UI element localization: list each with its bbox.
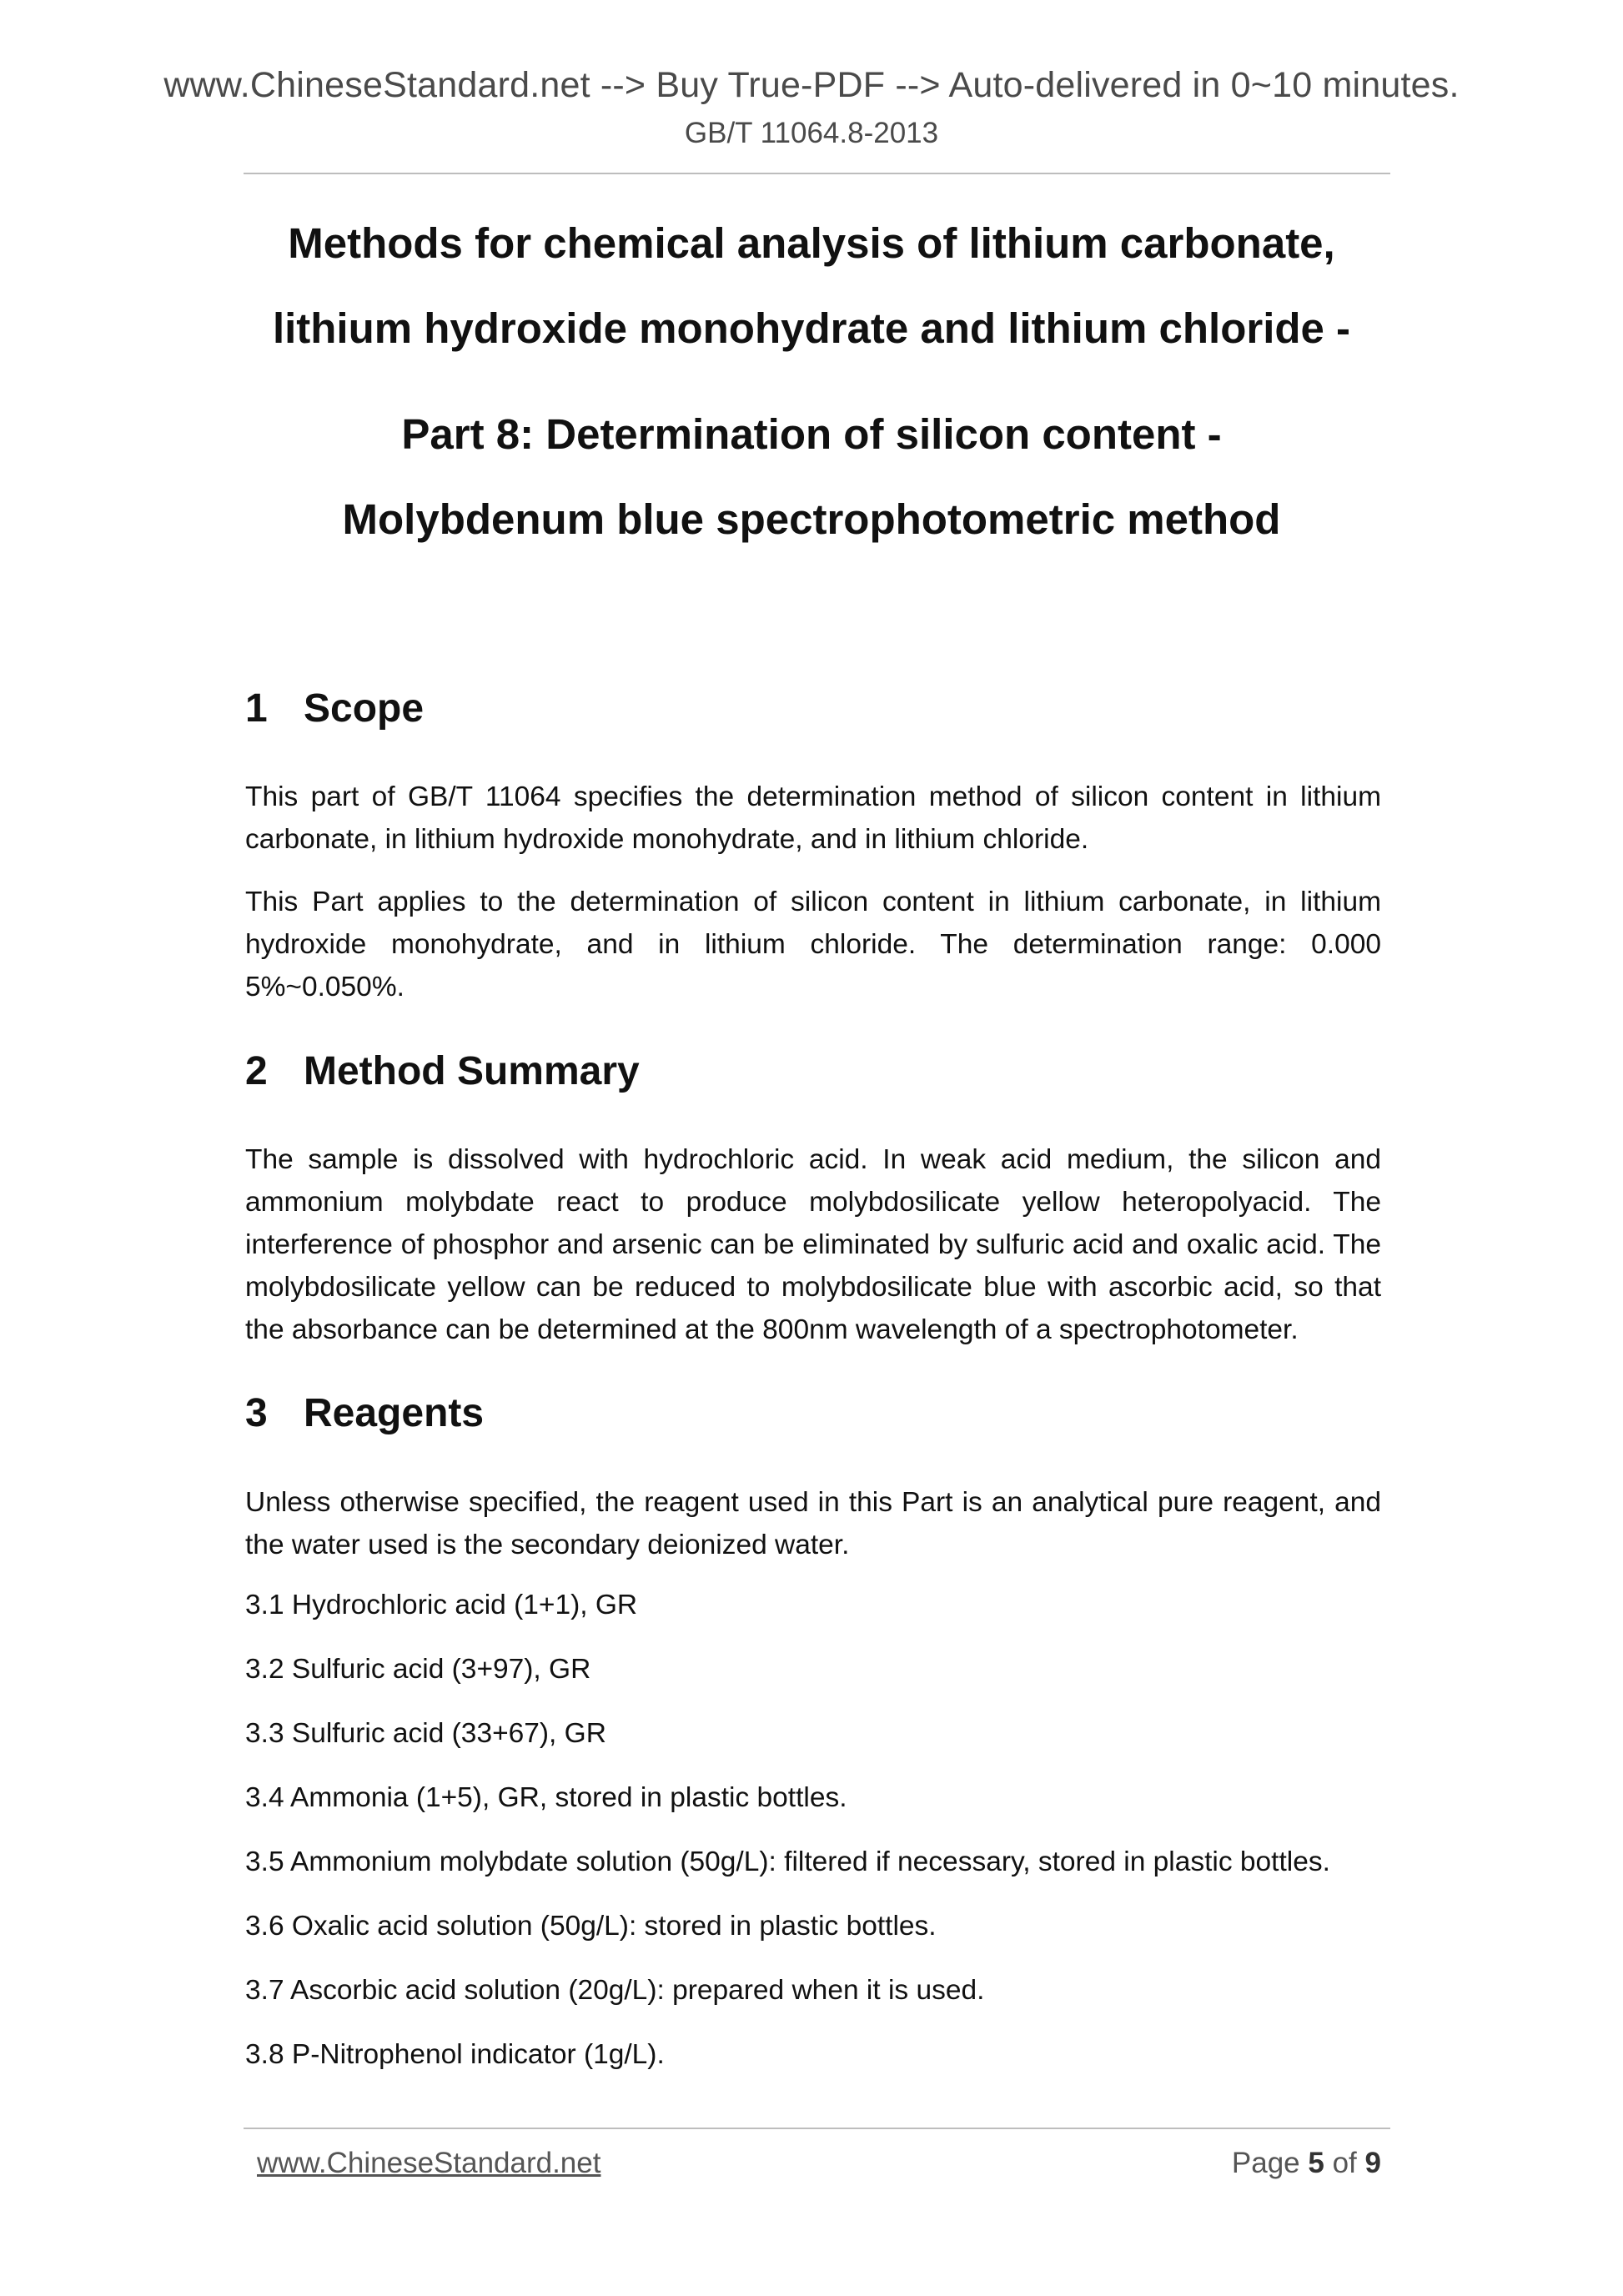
reagent-item: 3.2 Sulfuric acid (3+97), GR <box>245 1654 591 1685</box>
scope-paragraph-1: This part of GB/T 11064 specifies the determination method of silicon content in lithium carbonate, in lithium hydroxide monohydrate, and in lithium chloride. <box>245 781 1381 855</box>
title-line-1: Methods for chemical analysis of lithium carbonate, <box>288 219 1335 267</box>
section-number: 2 <box>245 1049 268 1093</box>
footer-divider <box>244 2128 1390 2129</box>
page-total: 9 <box>1364 2147 1381 2179</box>
title-line-4: Molybdenum blue spectrophotometric method <box>342 495 1281 543</box>
section-title: Scope <box>304 686 425 731</box>
footer-website-link[interactable]: www.ChineseStandard.net <box>257 2147 601 2179</box>
section-heading-reagents <box>245 1390 484 1436</box>
reagent-item: 3.4 Ammonia (1+5), GR, stored in plastic bottles. <box>245 1782 847 1813</box>
header-banner: www.ChineseStandard.net --> Buy True-PDF --> Auto-delivered in 0~10 minutes. <box>163 65 1460 105</box>
title-line-3: Part 8: Determination of silicon content - <box>401 410 1222 458</box>
section-number: 1 <box>245 686 268 731</box>
page-current: 5 <box>1308 2147 1324 2179</box>
reagent-item: 3.6 Oxalic acid solution (50g/L): stored in plastic bottles. <box>245 1911 937 1942</box>
section-heading-method-summary <box>245 1048 640 1094</box>
page-number <box>1232 2147 1381 2180</box>
section-title: Reagents <box>304 1391 485 1435</box>
section-title: Method Summary <box>304 1049 640 1093</box>
reagent-item: 3.3 Sulfuric acid (33+67), GR <box>245 1718 606 1749</box>
scope-paragraph-2: This Part applies to the determination of silicon content in lithium carbonate, in lithium hydroxide monohydrate, and in lithium chloride. The determination range: 0.000 5%~0.050%. <box>245 887 1381 1002</box>
page-of: of <box>1332 2147 1357 2179</box>
summary-paragraph: The sample is dissolved with hydrochloric acid. In weak acid medium, the silicon and ammonium molybdate react to produce molybdosilicate yellow heteropolyacid. The interference of phosphor and arsenic can be eliminated by sulfuric acid and oxalic acid. The molybdosilicate yellow can be reduced to molybdosilicate blue with ascorbic acid, so that the absorbance can be determined at the 800nm wavelength of a spectrophotometer. <box>245 1144 1381 1345</box>
section-number: 3 <box>245 1391 268 1435</box>
reagent-item: 3.8 P-Nitrophenol indicator (1g/L). <box>245 2039 665 2070</box>
section-heading-scope <box>245 686 424 731</box>
page-label: Page <box>1231 2147 1300 2179</box>
reagent-item: 3.1 Hydrochloric acid (1+1), GR <box>245 1590 638 1620</box>
title-line-2: lithium hydroxide monohydrate and lithium chloride - <box>272 304 1351 352</box>
reagent-item: 3.5 Ammonium molybdate solution (50g/L): filtered if necessary, stored in plastic bottles. <box>245 1846 1330 1877</box>
header-standard-code: GB/T 11064.8-2013 <box>684 117 939 149</box>
header-divider <box>244 173 1390 174</box>
reagent-item: 3.7 Ascorbic acid solution (20g/L): prepared when it is used. <box>245 1975 985 2006</box>
reagents-paragraph: Unless otherwise specified, the reagent used in this Part is an analytical pure reagent, and the water used is the secondary deionized water. <box>245 1487 1381 1560</box>
